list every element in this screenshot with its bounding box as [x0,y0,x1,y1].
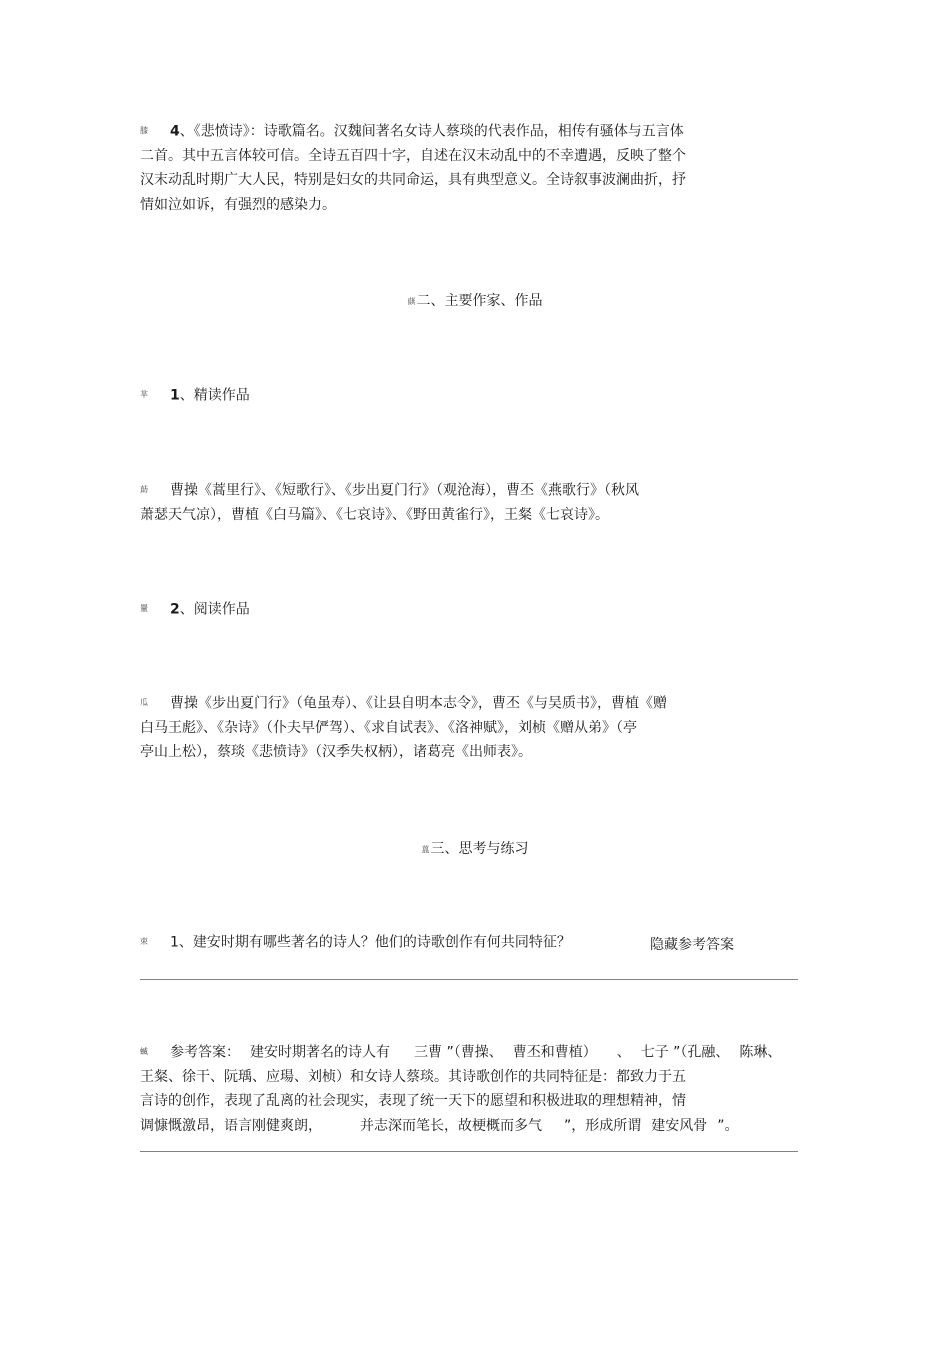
intensive-line-1: 曹操《蒿里行》、《短歌行》、《步出夏门行》（观沧海），曹丕《燕歌行》（秋风 [170,482,639,499]
answer-text: 调慷慨激昂，语言刚健爽朗， [140,1117,322,1134]
intensive-line-2: 萧瑟天气凉），曹植《白马篇》、《七哀诗》、《野田黄雀行》，王粲《七哀诗》。 [140,506,609,523]
poem4-line-4: 情如泣如诉，有强烈的感染力。 [140,196,336,213]
poem4-line-2: 二首。其中五言体较可信。全诗五百四十字，自述在汉末动乱中的不幸遭遇，反映了整个 [140,147,686,164]
subheading-reading [140,597,750,622]
heading-marker: 蒕 [421,844,430,854]
answer-text: 曹丕和曹植） [512,1044,597,1061]
subheading-intensive-reading [140,383,750,408]
heading-marker: 蕻 [407,296,416,306]
answer-line-2: 王粲、徐干、阮瑀、应瑒、刘桢）和女诗人蔡琰。其诗歌创作的共同特征是：都致力于五 [140,1068,686,1085]
item-number: 1 [170,387,180,404]
answer-text: 建安时期著名的诗人有 [250,1044,390,1061]
paragraph-marker: 罿 [140,604,148,613]
question-text: 1、建安时期有哪些著名的诗人？他们的诗歌创作有何共同特征？ [170,934,571,951]
intensive-reading-list [140,478,750,527]
reading-list [140,691,750,765]
paragraph-marker: 莇 [140,485,148,494]
paragraph-marker: 芈 [140,390,148,399]
answer-bottom-divider [140,1151,798,1152]
paragraph-marker: 膝 [140,126,148,135]
poem4-line-1: 、《悲愤诗》：诗歌篇名。汉魏间著名女诗人蔡琰的代表作品，相传有骚体与五言体 [179,123,684,140]
answer-text: ”。 [717,1117,739,1134]
answer-text: 建安风骨 [651,1117,708,1134]
section-heading-authors-works [0,290,950,310]
heading-text: 三、思考与练习 [430,841,529,857]
hide-answer-link[interactable]: 隐藏参考答案 [650,937,734,953]
paragraph-marker: 瓜 [140,698,148,707]
item-number: 4 [170,123,180,140]
paragraph-marker: 蝛 [140,1047,148,1056]
reading-line-2: 白马王彪》、《杂诗》（仆夫早俨驾）、《求自试表》、《洛神赋》，刘桢《赠从弟》（亭 [140,719,637,736]
reference-answer [140,1040,800,1138]
answer-line-3: 言诗的创作，表现了乱离的社会现实，表现了统一天下的愿望和积极进取的理想精神，情 [140,1093,686,1110]
answer-text: 七子 ”（孔融、 [640,1044,730,1061]
poem4-paragraph [140,119,750,217]
answer-text: 陈琳、 [739,1044,782,1061]
poem4-line-3: 汉末动乱时期广大人民，特别是妇女的共同命运，具有典型意义。全诗叙事波澜曲折，抒 [140,172,686,189]
answer-top-divider [140,979,798,980]
answer-text: ”，形成所谓 [564,1117,642,1134]
section-heading-exercises [0,838,950,858]
paragraph-marker: 朿 [140,937,148,946]
item-number: 2 [170,601,180,618]
answer-text: 并志深而笔长，故梗概而多气 [360,1117,542,1134]
subheading-text: 、阅读作品 [179,601,250,618]
answer-text: 、 [616,1044,631,1061]
answer-text: 三曹 ”（曹操、 [414,1044,503,1061]
subheading-text: 、精读作品 [179,387,250,404]
heading-text: 二、主要作家、作品 [416,293,543,309]
reading-line-3: 亭山上松），蔡琰《悲愤诗》（汉季失权柄），诸葛亮《出师表》。 [140,744,532,761]
answer-label: 参考答案： [170,1044,240,1061]
reading-line-1: 曹操《步出夏门行》（龟虽寿）、《让县自明本志令》，曹丕《与吴质书》，曹植《赠 [170,695,667,712]
